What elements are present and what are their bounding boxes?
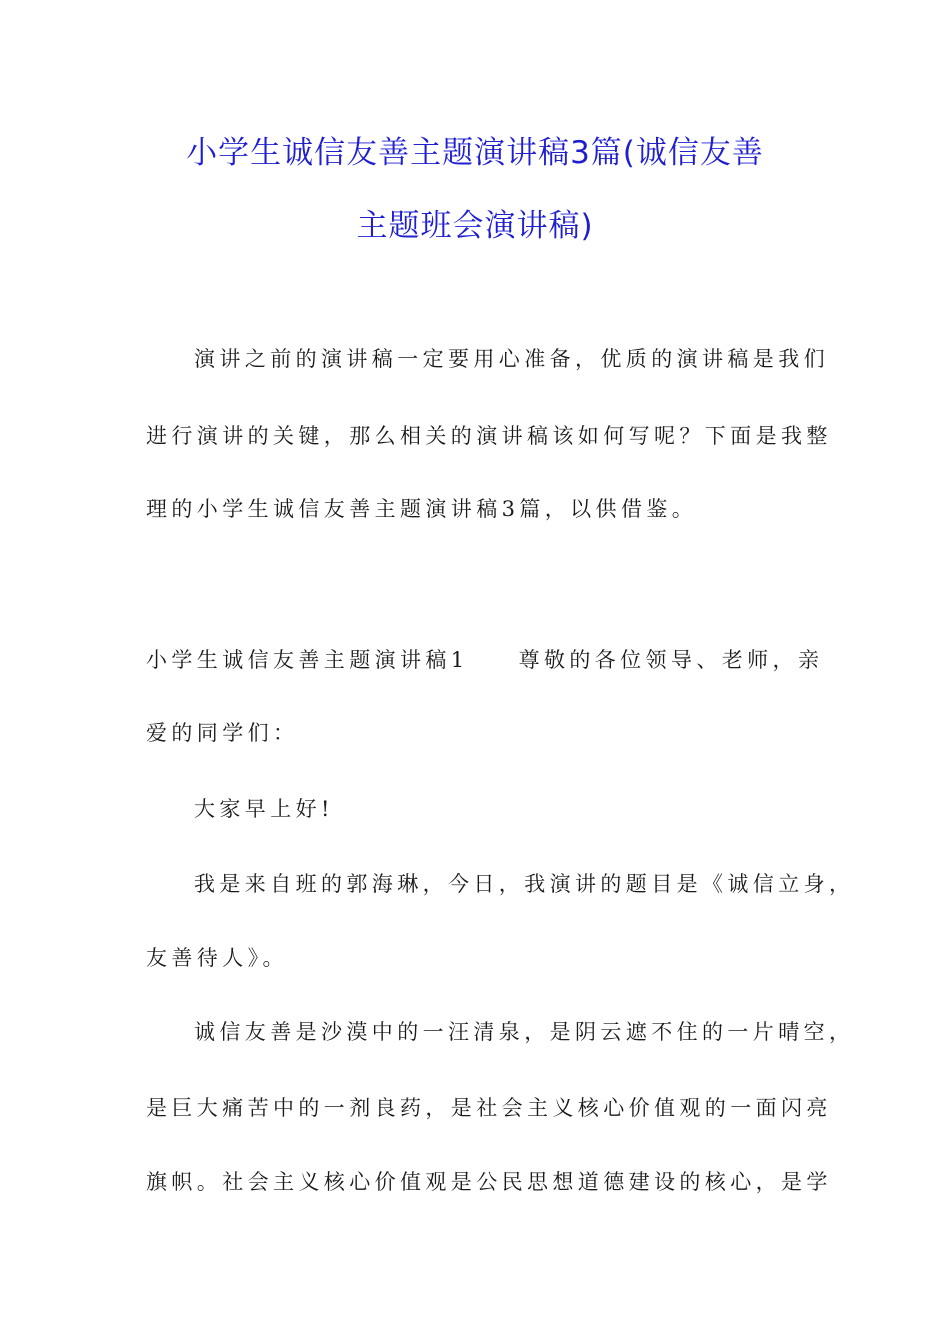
section-heading: 小学生诚信友善主题演讲稿1 [146, 648, 469, 672]
document-title-line-2: 主题班会演讲稿) [356, 208, 594, 244]
greeting: 大家早上好! [194, 797, 334, 821]
self-intro-line-2: 友善待人》。 [146, 946, 288, 970]
intro-line-2: 进行演讲的关键，那么相关的演讲稿该如何写呢？下面是我整 [146, 424, 832, 448]
intro-line-3: 理的小学生诚信友善主题演讲稿3篇，以供借鉴。 [146, 497, 698, 521]
body-line-3: 旗帜。社会主义核心价值观是公民思想道德建设的核心，是学 [146, 1170, 832, 1194]
body-line-1: 诚信友善是沙漠中的一汪清泉，是阴云遮不住的一片晴空， [194, 1020, 855, 1044]
body-line-2: 是巨大痛苦中的一剂良药，是社会主义核心价值观的一面闪亮 [146, 1096, 832, 1120]
section-heading-line [146, 645, 826, 675]
salutation-end: 爱的同学们： [146, 721, 299, 745]
intro-line-1: 演讲之前的演讲稿一定要用心准备，优质的演讲稿是我们 [194, 347, 829, 371]
document-title-line-1: 小学生诚信友善主题演讲稿3篇(诚信友善 [186, 135, 764, 171]
self-intro-line-1: 我是来自班的郭海琳，今日，我演讲的题目是《诚信立身， [194, 872, 855, 896]
salutation-start: 尊敬的各位领导、老师，亲 [518, 648, 824, 672]
